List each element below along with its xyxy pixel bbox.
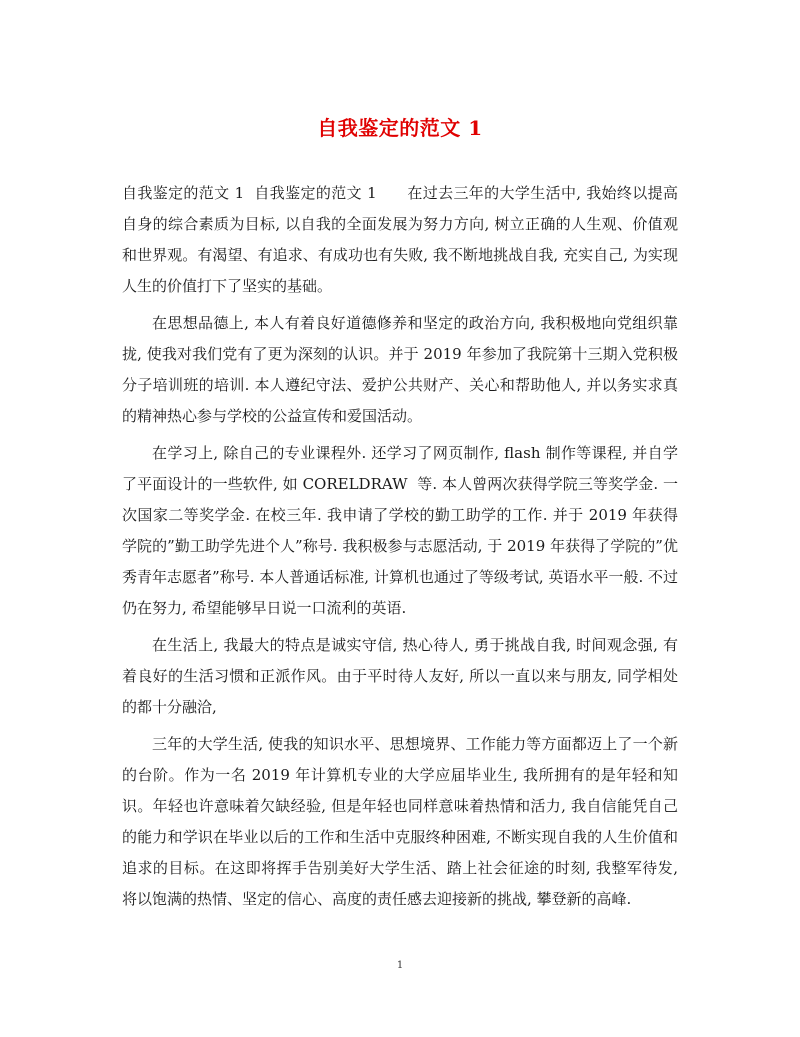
- paragraph-ideology: 在思想品德上, 本人有着良好道德修养和坚定的政治方向, 我积极地向党组织靠拢, 使我对我们党有了更为深刻的认识。并于 2019 年参加了我院第十三期入党积极分子培训班的培训. 本人遵纪守法、爱护公共财产、关心和帮助他人, 并以务实求真的精神热心参与学校的公益宣传和爱国活动。: [122, 314, 678, 425]
- document-body: [122, 178, 683, 915]
- paragraph-life: 在生活上, 我最大的特点是诚实守信, 热心待人, 勇于挑战自我, 时间观念强, 有着良好的生活习惯和正派作风。由于平时待人友好, 所以一直以来与朋友, 同学相处的都十分融洽,: [122, 636, 678, 716]
- page-number: 1: [396, 960, 404, 971]
- paragraph-study: 在学习上, 除自己的专业课程外. 还学习了网页制作, flash 制作等课程, 并自学了平面设计的一些软件, 如 CORELDRAW 等. 本人曾两次获得学院三等奖学金. 一次国家二等奖学金. 在校三年. 我申请了学校的勤工助学的工作. 并于 2019 年获得学院的”勤工助学先进个人”称号. 我积极参与志愿活动, 于 2019 年获得了学院的”优秀青年志愿者”称号. 本人普通话标准, 计算机也通过了等级考试, 英语水平一般. 不过仍在努力, 希望能够早日说一口流利的英语.: [122, 444, 678, 617]
- document-title: 自我鉴定的范文 1: [317, 116, 483, 140]
- paragraph-conclusion: 三年的大学生活, 使我的知识水平、思想境界、工作能力等方面都迈上了一个新的台阶。作为一名 2019 年计算机专业的大学应届毕业生, 我所拥有的是年轻和知识。年轻也许意味着欠缺经验, 但是年轻也同样意味着热情和活力, 我自信能凭自己的能力和学识在毕业以后的工作和生活中克服终种困难, 不断实现自我的人生价值和追求的目标。在这即将挥手告别美好大学生活、踏上社会征途的时刻, 我整军待发, 将以饱满的热情、坚定的信心、高度的责任感去迎接新的挑战, 攀登新的高峰.: [122, 735, 683, 908]
- paragraph-intro: 自我鉴定的范文 1 自我鉴定的范文 1 在过去三年的大学生活中, 我始终以提高自身的综合素质为目标, 以自我的全面发展为努力方向, 树立正确的人生观、价值观和世界观。有渴望、有追求、有成功也有失败, 我不断地挑战自我, 充实自己, 为实现人生的价值打下了坚实的基础。: [122, 184, 678, 295]
